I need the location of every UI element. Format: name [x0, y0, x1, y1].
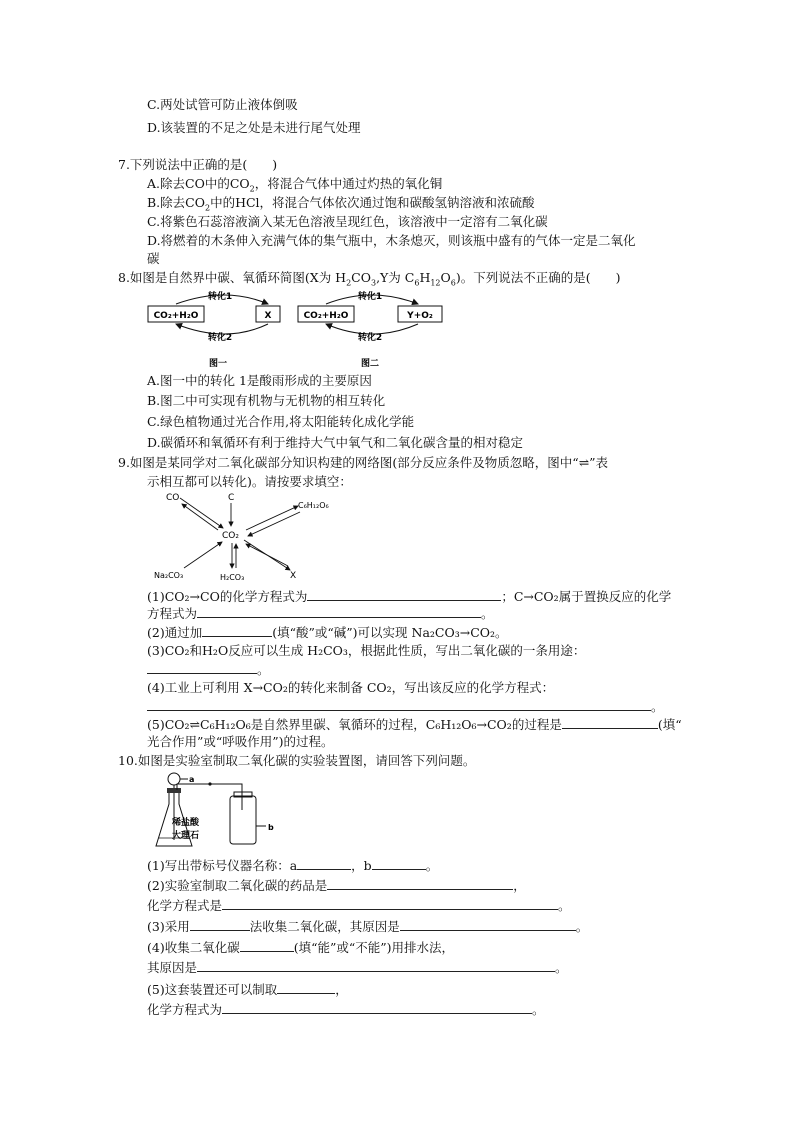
q10-part2-line1: (2)实验室制取二氧化碳的药品是 ， — [147, 878, 526, 893]
fig2-caption: 图二 — [360, 359, 380, 369]
q10-part1: (1)写出带标号仪器名称：a ，b 。 — [147, 858, 439, 873]
edge-glucose-co2 — [248, 512, 300, 536]
q9-blank-5[interactable] — [147, 698, 651, 711]
q8-stem: 8.如图是自然界中碳、氧循环简图(X为 $H_2CO_3,Y$为 $C_6H_{12}O_6$)。下列说法不正确的是( ) — [118, 270, 621, 288]
q8-option-d: D.碳循环和氧循环有利于维持大气中氧气和二氧化碳含量的相对稳定 — [147, 435, 524, 450]
edge-co2-co — [182, 504, 218, 530]
q8-option-a: A.图一中的转化 1是酸雨形成的主要原因 — [147, 373, 372, 388]
q7-option-d-line1: D.将燃着的木条伸入充满气体的集气瓶中，木条熄灭，则该瓶中盛有的气体一定是二氧化 — [147, 233, 636, 248]
q10-apparatus-figure — [150, 770, 290, 856]
edge-co2-glucose — [246, 506, 298, 530]
q9-blank-3[interactable] — [202, 624, 272, 637]
q9-network-diagram — [148, 488, 358, 584]
q7-stem: 7.下列说法中正确的是( ) — [118, 157, 278, 172]
q7-option-c: C.将紫色石蕊溶液滴入某无色溶液呈现红色，该溶液中一定溶有二氧化碳 — [147, 214, 548, 229]
q9-stem-line2: 示相互都可以转化)。请按要求填空： — [147, 474, 352, 489]
q10-blank-a[interactable] — [297, 857, 351, 870]
edge-na2co3-co2 — [184, 542, 222, 568]
fig2-top-label: 转化1 — [357, 292, 383, 302]
stopper — [167, 788, 181, 793]
label-marble: 大理石 — [172, 831, 200, 841]
q10-part4-line1: (4)收集二氧化碳 (填“能”或“不能”)用排水法， — [147, 940, 455, 955]
label-acid: 稀盐酸 — [172, 818, 200, 828]
q7-option-d-line2: 碳 — [147, 251, 160, 266]
fig2-bottom-label: 转化2 — [357, 333, 383, 343]
fig1-right-label: X — [264, 311, 272, 321]
q10-blank-b[interactable] — [372, 857, 426, 870]
q7-option-a: A.除去CO中的$CO_2$，将混合气体中通过灼热的氧化铜 — [147, 176, 443, 194]
q9-blank-2[interactable] — [197, 605, 481, 618]
q10-part5-line2: 化学方程式为 。 — [147, 1002, 545, 1017]
funnel-bulb — [168, 773, 180, 785]
q10-blank-2b[interactable] — [222, 897, 558, 910]
q10-part3: (3)采用 法收集二氧化碳，其原因是 。 — [147, 919, 589, 934]
q9-part3-line1: (3)CO₂和H₂O反应可以生成 H₂CO₃，根据此性质，写出二氧化碳的一条用途： — [147, 643, 586, 658]
q9-part3-line2: 。 — [147, 661, 270, 678]
q9-blank-1[interactable] — [307, 588, 501, 601]
q8-option-b: B.图二中可实现有机物与无机物的相互转化 — [147, 393, 386, 408]
q6-option-c: C.两处试管可防止液体倒吸 — [147, 97, 298, 112]
q9-part1-line2: 方程式为 。 — [147, 606, 494, 621]
node-glucose: C₆H₁₂O₆ — [298, 501, 329, 510]
q9-part5-line1: (5)CO₂⇌C₆H₁₂O₆是自然界里碳、氧循环的过程，C₆H₁₂O₆→CO₂的过程是 (填“ — [147, 717, 682, 732]
q10-stem: 10.如图是实验室制取二氧化碳的实验装置图，请回答下列问题。 — [118, 753, 476, 768]
q10-blank-3a[interactable] — [190, 918, 250, 931]
fig1-bottom-label: 转化2 — [207, 333, 233, 343]
q7-option-b: B.除去$CO_2$中的HCl，将混合气体依次通过饱和碳酸氢钠溶液和浓硫酸 — [147, 195, 535, 213]
node-co: CO — [166, 493, 180, 503]
label-a: a — [189, 775, 195, 784]
q10-part4-line2: 其原因是 。 — [147, 960, 568, 975]
q8-cycle-figure — [140, 288, 480, 370]
node-c: C — [228, 493, 235, 503]
q10-blank-4a[interactable] — [240, 939, 294, 952]
q10-blank-3b[interactable] — [400, 918, 576, 931]
fig1-top-label: 转化1 — [207, 292, 233, 302]
edge-x-co2 — [246, 544, 288, 566]
fig1-caption: 图一 — [208, 359, 228, 369]
delivery-tube — [177, 784, 242, 810]
node-na2co3: Na₂CO₃ — [154, 571, 184, 580]
q10-blank-5b[interactable] — [222, 1001, 532, 1014]
node-x: X — [290, 571, 297, 581]
q10-part2-line2: 化学方程式是 。 — [147, 898, 571, 913]
q9-part1-line1: (1)CO₂→CO的化学方程式为 ；C→CO₂属于置换反应的化学 — [147, 589, 672, 604]
q9-blank-4[interactable] — [147, 661, 257, 674]
q9-part5-line2: 光合作用”或“呼吸作用”)的过程。 — [147, 734, 334, 749]
fig1-left-label: CO₂+H₂O — [153, 311, 199, 321]
node-co2-center: CO₂ — [222, 531, 239, 541]
label-b: b — [268, 823, 274, 832]
q8-option-c: C.绿色植物通过光合作用,将太阳能转化成化学能 — [147, 414, 415, 429]
q9-part4-line1: (4)工业上可利用 X→CO₂的转化来制备 CO₂，写出该反应的化学方程式： — [147, 680, 555, 695]
q10-blank-4b[interactable] — [197, 959, 555, 972]
fig2-right-label: Y+O₂ — [407, 311, 433, 321]
q9-part4-line2: 。 — [147, 698, 664, 715]
fig2-left-label: CO₂+H₂O — [303, 311, 349, 321]
edge-co-co2 — [180, 498, 223, 528]
q9-blank-6[interactable] — [562, 716, 658, 729]
q10-blank-2a[interactable] — [327, 877, 513, 890]
gas-jar — [230, 796, 256, 844]
q10-blank-5a[interactable] — [277, 981, 335, 994]
q6-option-d: D.该装置的不足之处是未进行尾气处理 — [147, 120, 361, 135]
q9-part2: (2)通过加 (填“酸”或“碱”)可以实现 Na₂CO₃→CO₂。 — [147, 625, 508, 640]
q10-part5-line1: (5)这套装置还可以制取 ， — [147, 982, 348, 997]
node-h2co3: H₂CO₃ — [220, 573, 245, 582]
q9-stem-line1: 9.如图是某同学对二氧化碳部分知识构建的网络图(部分反应条件及物质忽略，图中“⇌”表 — [118, 455, 609, 470]
